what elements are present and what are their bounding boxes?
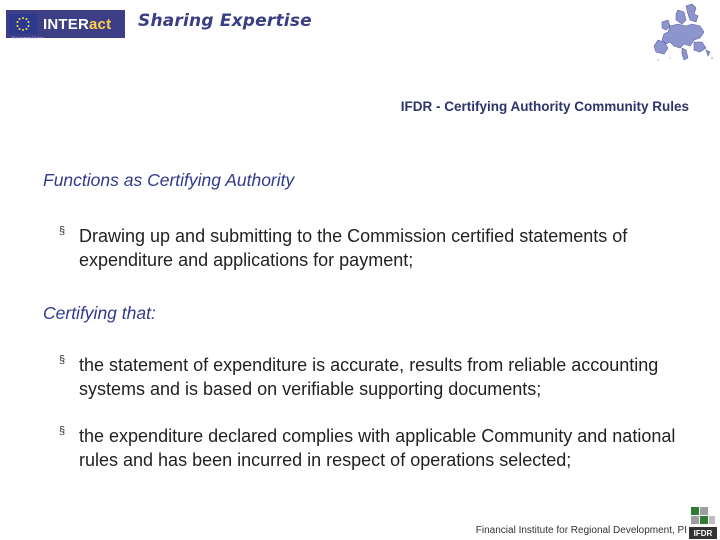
europe-map-icon xyxy=(650,2,716,64)
eu-flag-caption: European Union xyxy=(12,35,44,40)
list-item xyxy=(59,353,699,401)
brand-name xyxy=(43,16,111,33)
bullet-marker: § xyxy=(59,425,66,437)
tagline: Sharing Expertise xyxy=(138,11,312,31)
section-heading-functions: Functions as Certifying Authority xyxy=(43,170,295,190)
bullet-marker: § xyxy=(59,225,66,237)
brand-prefix: INTER xyxy=(43,15,89,33)
footer-text: Financial Institute for Regional Development, PI xyxy=(475,525,687,536)
bullet-text: Drawing up and submitting to the Commission certified statements of expenditure and applications for payment; xyxy=(79,226,628,270)
ifdr-logo-icon xyxy=(689,505,717,539)
section-heading-certifying: Certifying that: xyxy=(43,303,156,323)
list-item xyxy=(59,224,699,272)
bullet-text: the expenditure declared complies with applicable Community and national rules and has been incurred in respect of operations selected; xyxy=(79,426,676,470)
page-title: IFDR - Certifying Authority Community Rules xyxy=(400,99,689,114)
eu-flag-icon xyxy=(9,14,44,40)
bullet-text: the statement of expenditure is accurate, results from reliable accounting systems and is based on verifiable supporting documents; xyxy=(79,355,659,399)
list-item xyxy=(59,424,699,472)
ifdr-logo-text: IFDR xyxy=(693,529,713,538)
bullet-marker: § xyxy=(59,354,66,366)
interact-logo xyxy=(6,10,125,38)
brand-suffix: act xyxy=(89,15,112,33)
